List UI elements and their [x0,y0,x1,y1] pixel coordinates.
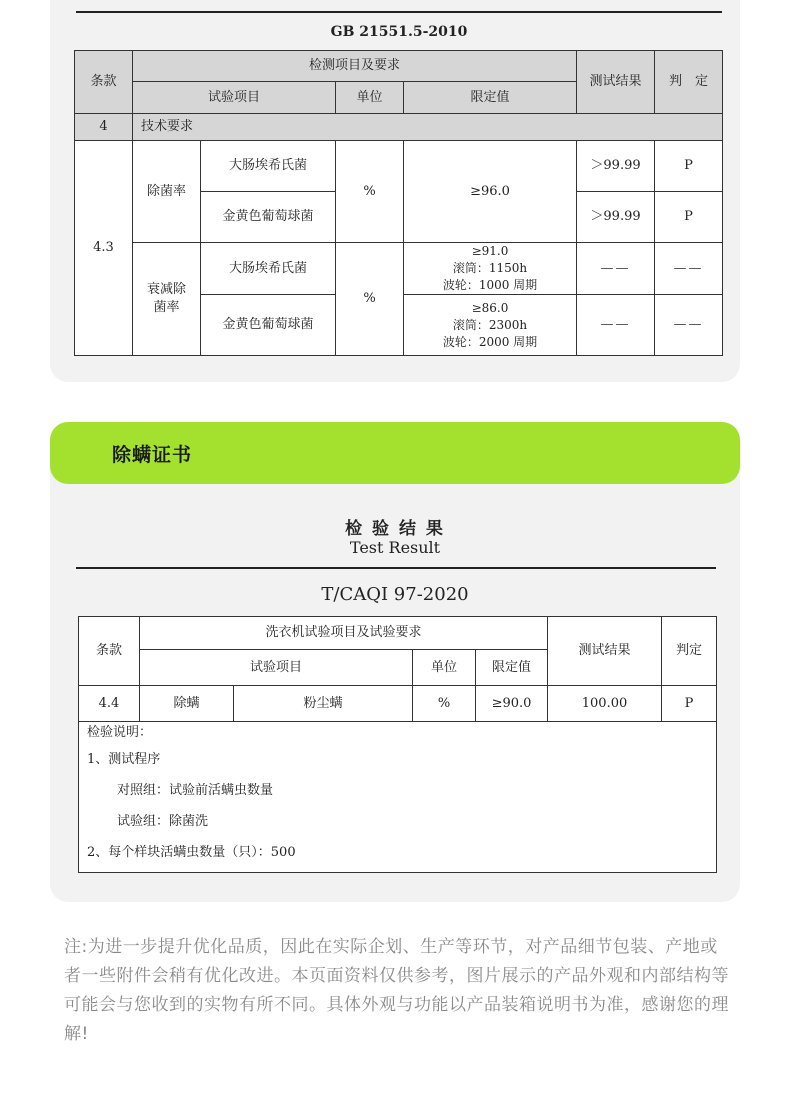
header-limit: 限定值 [476,650,548,686]
group2-limit-1 [404,243,577,295]
row-judge: P [662,686,717,722]
group1-unit: % [336,141,404,243]
header-test-item: 试验项目 [140,650,413,686]
header-test-item: 试验项目 [133,82,336,114]
group2-limit-2 [404,295,577,356]
notes-line: 对照组：试验前活螨虫数量 [117,783,274,798]
result: —— [577,243,655,295]
group2-label [133,243,201,356]
gb-results-table [74,50,723,356]
limit-line: 滚筒：2300h [452,317,528,332]
notes-line: 试验组：除菌洗 [117,814,209,829]
judge: P [655,141,723,192]
header-items-req: 洗衣机试验项目及试验要求 [140,617,548,650]
result-rule [76,567,716,569]
limit-line: 波轮：1000 周期 [442,278,538,292]
standard-title: GB 21551.5-2010 [330,24,468,40]
group1-label: 除菌率 [133,141,201,243]
row-sub-item: 粉尘螨 [234,686,413,722]
mite-removal-panel [50,422,740,902]
standard-title: T/CAQI 97-2020 [321,584,469,605]
notes-line: 1、测试程序 [87,752,161,767]
row-clause: 4.4 [79,686,140,722]
header-items-req: 检测项目及要求 [133,51,577,82]
header-judge: 判定 [662,617,717,686]
section-band [50,422,740,484]
header-clause: 条款 [75,51,133,114]
inspection-notes [79,722,717,873]
row-limit: ≥90.0 [476,686,548,722]
organism: 金黄色葡萄球菌 [201,295,336,356]
header-unit: 单位 [413,650,476,686]
group2-unit: % [336,243,404,356]
row-unit: % [413,686,476,722]
group2-label-line2: 菌率 [153,300,180,315]
limit-line: ≥86.0 [471,300,509,315]
header-unit: 单位 [336,82,404,114]
header-limit: 限定值 [404,82,577,114]
organism: 大肠埃希氏菌 [201,141,336,192]
organism: 大肠埃希氏菌 [201,243,336,295]
section-clause: 4 [75,114,133,141]
disclaimer: 注:为进一步提升优化品质，因此在实际企划、生产等环节，对产品细节包装、产地或者一些附件会稍有优化改进。本页面资料仅供参考，图片展示的产品外观和内部结构等可能会与您收到的实物有所不同。具体外观与功能以产品装箱说明书为准，感谢您的理解! [64,937,729,1044]
organism: 金黄色葡萄球菌 [201,192,336,243]
header-clause: 条款 [79,617,140,686]
row-result: 100.00 [548,686,662,722]
notes-line: 2、每个样块活螨虫数量（只）：500 [87,845,296,860]
header-judge: 判 定 [655,51,723,114]
judge: —— [655,295,723,356]
mite-results-table [78,616,717,873]
result: ＞99.99 [577,141,655,192]
group2-label-line1: 衰减除 [146,282,186,298]
limit-line: 波轮：2000 周期 [442,334,538,349]
result-title-en: Test Result [349,538,441,557]
notes-heading: 检验说明： [87,725,153,740]
clause-4-3: 4.3 [75,141,133,356]
row-item: 除螨 [140,686,234,722]
band-title: 除螨证书 [112,444,193,466]
header-test-result: 测试结果 [548,617,662,686]
gb-standard-panel [50,0,740,382]
judge: —— [655,243,723,295]
group1-limit: ≥96.0 [404,141,577,243]
judge: P [655,192,723,243]
result-title-cn: 检 验 结 果 [345,519,445,539]
top-rule [76,11,722,13]
section-label: 技术要求 [133,114,723,141]
result: —— [577,295,655,356]
header-test-result: 测试结果 [577,51,655,114]
limit-line: ≥91.0 [471,244,509,258]
result: ＞99.99 [577,192,655,243]
limit-line: 滚筒：1150h [452,261,528,275]
